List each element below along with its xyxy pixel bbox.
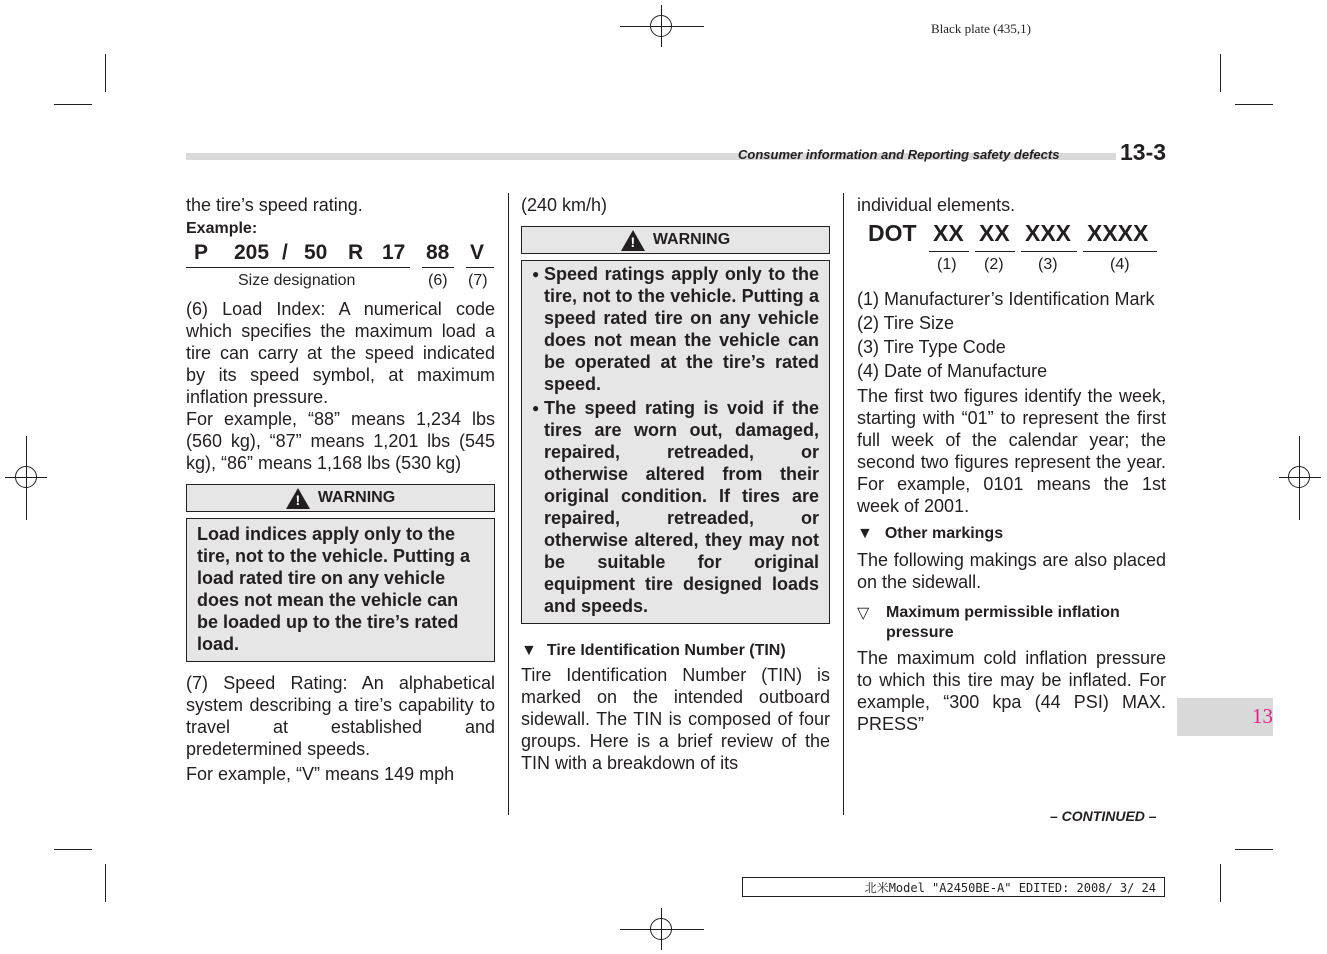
section-title: Consumer information and Reporting safety defects xyxy=(738,147,1060,162)
max-pressure-heading: ▽ Maximum permissible inflation pressure xyxy=(857,604,1120,641)
warning-icon: ! xyxy=(621,230,645,251)
speed-rating-num: (7) xyxy=(468,272,488,289)
column-1 xyxy=(186,194,495,785)
column-3 xyxy=(857,194,1166,735)
chapter-tab-number: 13 xyxy=(1252,704,1273,728)
speed-rating-text: (7) Speed Rating: An alphabetical system describing a tire’s capability to travel at established and predetermined speeds. xyxy=(186,673,495,759)
tire-code-speed: V xyxy=(470,241,485,264)
warning-text: Load indices apply only to the tire, not to the vehicle. Putting a load rated tire on any vehicle does not mean the vehicle can be loaded up to the tire’s rated load. xyxy=(197,524,471,654)
bullet-icon: ● xyxy=(532,401,540,415)
dot-num-1: (1) xyxy=(937,256,957,273)
tire-code-slash: / xyxy=(282,241,288,264)
item-2: (2) Tire Size xyxy=(857,313,955,333)
tire-code-diagram xyxy=(186,242,495,290)
dot-group-4: XXXX xyxy=(1087,220,1149,246)
dot-group-1: XX xyxy=(933,220,964,246)
dot-num-4: (4) xyxy=(1110,256,1130,273)
date-text: The first two figures identify the week, starting with “01” to represent the first full week of the calendar year; the second two figures represent the year. For example, 0101 means the 1st week of 2001. xyxy=(857,386,1166,516)
dot-group-3: XXX xyxy=(1025,220,1072,246)
triangle-down-icon: ▼ xyxy=(857,525,873,542)
tin-heading: ▼ Tire Identification Number (TIN) xyxy=(521,642,786,659)
example-label: Example: xyxy=(186,220,258,237)
warning-label: WARNING xyxy=(652,231,731,248)
triangle-down-icon: ▼ xyxy=(521,642,537,659)
item-4: (4) Date of Manufacture xyxy=(857,361,1048,381)
column-2 xyxy=(521,194,830,774)
dot-diagram xyxy=(857,222,1166,280)
warning-header xyxy=(186,484,495,512)
size-designation-label: Size designation xyxy=(238,272,356,289)
other-markings-text: The following makings are also placed on the sidewall. xyxy=(857,550,1166,592)
warning-header xyxy=(521,226,830,254)
max-pressure-text: The maximum cold inflation pressure to which this tire may be inflated. For example, “300 kpa (44 PSI) MAX. PRESS” xyxy=(857,648,1166,734)
tire-code-r: R xyxy=(348,241,364,264)
load-index-num: (6) xyxy=(428,272,448,289)
footer-info: 北米Model "A2450BE-A" EDITED: 2008/ 3/ 24 xyxy=(742,877,1165,897)
bullet-item xyxy=(522,263,819,395)
tire-code-width: 205 xyxy=(234,241,270,264)
bullet-text: The speed rating is void if the tires are worn out, damaged, repaired, retreaded, or otherwise altered from their original condition. If tires are repaired, retreaded, or otherwise altered, they may not be suitable for original equipment tire designed loads and speeds. xyxy=(544,398,819,616)
other-markings-heading: ▼ Other markings xyxy=(857,525,1004,542)
page-number: 13-3 xyxy=(1120,139,1167,165)
warning-label: WARNING xyxy=(317,489,396,506)
dot-group-2: XX xyxy=(979,220,1010,246)
tire-code-p: P xyxy=(194,241,209,264)
col1-intro: the tire’s speed rating. xyxy=(186,195,363,215)
dot-label: DOT xyxy=(868,220,917,246)
load-index-text: (6) Load Index: A numerical code which specifies the maximum load a tire can carry at the speed indicated by its speed symbol, at maximum inflation pressure. xyxy=(186,299,495,407)
item-1: (1) Manufacturer’s Identification Mark xyxy=(857,289,1155,309)
column-divider xyxy=(508,193,509,815)
tire-code-load: 88 xyxy=(426,241,450,264)
bullet-item xyxy=(522,397,819,617)
continued-label: – CONTINUED – xyxy=(1050,808,1157,824)
triangle-outline-icon: ▽ xyxy=(857,605,870,622)
tire-code-rim: 17 xyxy=(382,241,406,264)
column-divider xyxy=(843,193,844,815)
dot-num-3: (3) xyxy=(1038,256,1058,273)
speed-example-text: For example, “V” means 149 mph xyxy=(186,764,455,784)
plate-label: Black plate (435,1) xyxy=(931,21,1031,36)
warning-icon: ! xyxy=(286,488,310,509)
bullet-text: Speed ratings apply only to the tire, not to the vehicle. Putting a speed rated tire on any vehicle does not mean the vehicle can be operated at the tire’s rated speed. xyxy=(544,264,819,394)
col2-intro: (240 km/h) xyxy=(521,195,608,215)
bullet-icon: ● xyxy=(532,267,540,281)
warning-box xyxy=(521,260,830,624)
load-example-text: For example, “88” means 1,234 lbs (560 kg), “87” means 1,201 lbs (545 kg), “86” means 1,168 lbs (530 kg) xyxy=(186,409,495,473)
tin-text: Tire Identification Number (TIN) is marked on the intended outboard sidewall. The TIN is composed of four groups. Here is a brief review of the TIN with a breakdown of its xyxy=(521,665,830,773)
warning-box xyxy=(186,518,495,662)
tire-code-ratio: 50 xyxy=(304,241,328,264)
item-3: (3) Tire Type Code xyxy=(857,337,1006,357)
col3-intro: individual elements. xyxy=(857,195,1016,215)
dot-num-2: (2) xyxy=(984,256,1004,273)
